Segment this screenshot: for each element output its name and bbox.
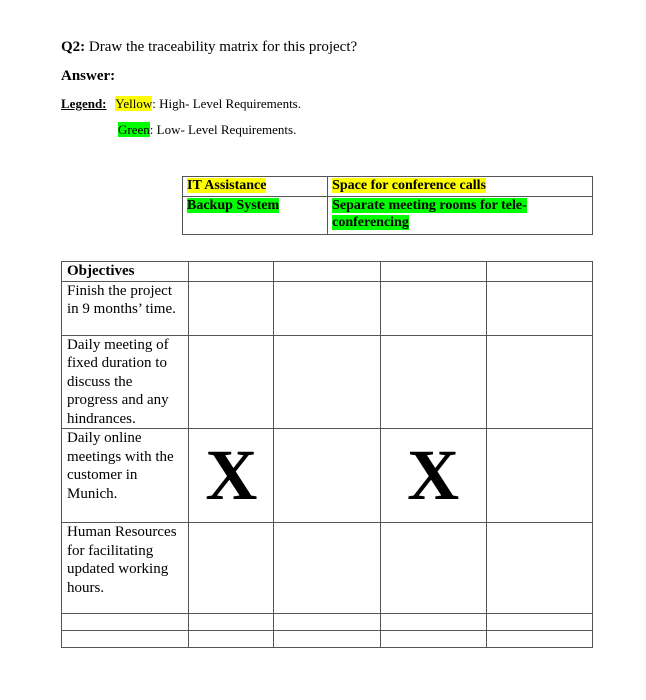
objective-cell — [62, 614, 189, 631]
matrix-cell — [274, 429, 380, 523]
low-req-meeting-rooms: Separate meeting rooms for tele-conferencing — [332, 198, 527, 230]
table-row — [62, 262, 593, 282]
table-row — [62, 335, 593, 429]
question-text: Draw the traceability matrix for this project? — [88, 39, 358, 55]
objective-cell — [62, 631, 189, 648]
traceability-matrix — [61, 261, 593, 648]
objective-cell: Daily meeting of fixed duration to discuss the progress and any hindrances. — [62, 335, 189, 429]
table-row — [62, 429, 593, 523]
requirements-table — [182, 176, 593, 235]
matrix-cell — [189, 262, 274, 282]
answer-label: Answer: — [61, 68, 116, 84]
matrix-cell — [380, 614, 486, 631]
question-line — [61, 39, 357, 56]
matrix-cell — [380, 281, 486, 335]
objective-cell: Human Resources for facilitating updated working hours. — [62, 523, 189, 614]
req-cell — [183, 177, 328, 197]
matrix-cell — [274, 614, 380, 631]
matrix-cell — [486, 614, 592, 631]
matrix-cell — [274, 262, 380, 282]
matrix-cell — [189, 281, 274, 335]
matrix-cell — [274, 281, 380, 335]
matrix-cell — [486, 281, 592, 335]
matrix-cell — [486, 429, 592, 523]
trace-mark: X — [380, 429, 486, 523]
matrix-cell — [486, 523, 592, 614]
matrix-cell — [486, 262, 592, 282]
legend-high-text: : High- Level Requirements. — [152, 96, 301, 111]
matrix-cell — [380, 523, 486, 614]
legend-yellow-swatch: Yellow — [115, 96, 153, 111]
objectives-header: Objectives — [62, 262, 189, 282]
objective-cell: Daily online meetings with the customer in Munich. — [62, 429, 189, 523]
matrix-cell — [274, 523, 380, 614]
matrix-cell — [380, 335, 486, 429]
legend-green-swatch: Green — [118, 122, 150, 137]
legend-high — [61, 96, 301, 112]
high-req-conference-calls: Space for conference calls — [332, 178, 486, 193]
legend-low — [118, 122, 296, 138]
matrix-cell — [380, 631, 486, 648]
req-cell — [328, 177, 593, 197]
req-cell — [183, 197, 328, 235]
matrix-cell — [274, 631, 380, 648]
matrix-cell — [189, 631, 274, 648]
req-cell — [328, 197, 593, 235]
high-req-it-assistance: IT Assistance — [187, 178, 267, 193]
low-req-backup-system: Backup System — [187, 198, 280, 213]
table-row — [62, 523, 593, 614]
table-row — [62, 631, 593, 648]
matrix-cell — [486, 631, 592, 648]
matrix-cell — [380, 262, 486, 282]
table-row — [62, 281, 593, 335]
matrix-cell — [189, 335, 274, 429]
matrix-cell — [274, 335, 380, 429]
matrix-cell — [486, 335, 592, 429]
matrix-cell — [189, 614, 274, 631]
trace-mark: X — [189, 429, 274, 523]
legend-low-text: : Low- Level Requirements. — [149, 122, 297, 137]
legend-label: Legend: — [61, 96, 107, 111]
table-row — [62, 614, 593, 631]
matrix-cell — [189, 523, 274, 614]
objective-cell: Finish the project in 9 months’ time. — [62, 281, 189, 335]
question-number: Q2: — [61, 39, 86, 55]
